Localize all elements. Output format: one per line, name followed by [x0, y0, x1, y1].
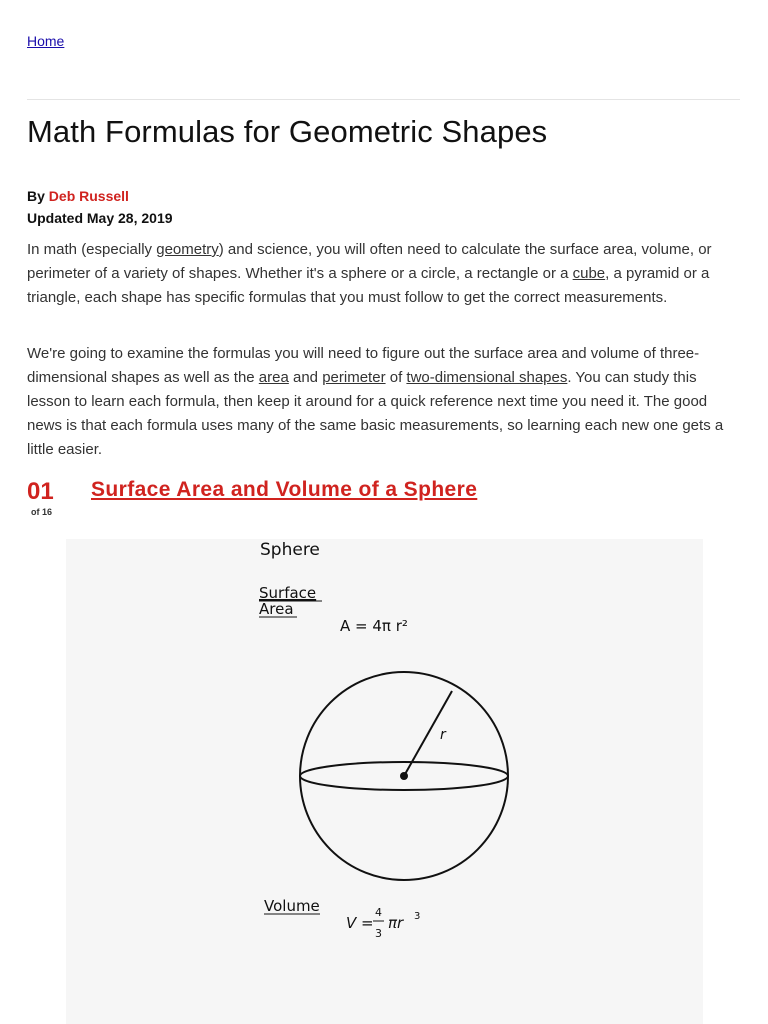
surface-area-label-1: Surface [259, 584, 317, 602]
figure-heading: Sphere [260, 540, 320, 560]
volume-denominator: 3 [375, 927, 382, 940]
radius-label: r [440, 727, 446, 743]
center-dot [400, 772, 408, 780]
text: In math (especially [27, 241, 157, 258]
geometry-link[interactable]: geometry [156, 241, 219, 258]
perimeter-link[interactable]: perimeter [322, 369, 386, 386]
text: . You can study this lesson to learn each formula, then keep it around for a quick reference next time you need it. The good news is that each formula uses many of the same basic measurements, so learning each new one gets a little easier. [27, 369, 724, 458]
text: and [288, 369, 323, 386]
text: of [385, 369, 407, 386]
divider [27, 99, 740, 100]
intro-paragraph-1 [27, 238, 739, 310]
page-title: Math Formulas for Geometric Shapes [27, 114, 548, 149]
step-title-link[interactable]: Surface Area and Volume of a Sphere [91, 478, 478, 501]
text: , a pyramid or a triangle, each shape has specific formulas that you must follow to get the correct measurements. [27, 265, 710, 306]
text: We're going to examine the formulas you will need to figure out the surface area and volume of three-dimensional shapes as well as the [27, 345, 700, 386]
volume-label: Volume [264, 897, 320, 915]
sphere-diagram [66, 539, 703, 1024]
cube-link[interactable]: cube [572, 265, 606, 282]
step-count: of 16 [31, 507, 53, 517]
volume-v: V = [346, 914, 374, 932]
volume-rest: πr [388, 914, 404, 932]
updated-date: Updated May 28, 2019 [27, 210, 173, 226]
breadcrumb-home-link[interactable]: Home [27, 33, 65, 49]
text: ) and science, you will often need to calculate the surface area, volume, or perimeter of a variety of shapes. Whether it's a sphere or a circle, a rectangle or a [27, 241, 712, 282]
area-formula: A = 4π r² [340, 617, 408, 635]
byline [27, 188, 129, 204]
step-number: 01 [27, 478, 54, 505]
volume-numerator: 4 [375, 906, 382, 919]
volume-exponent: 3 [414, 911, 421, 922]
surface-area-label-2: Area [259, 600, 294, 618]
intro-paragraph-2 [27, 342, 739, 462]
byline-label: By [27, 188, 49, 204]
breadcrumb [27, 33, 64, 49]
sphere-figure [66, 539, 703, 1024]
author-link[interactable]: Deb Russell [48, 188, 129, 204]
area-link[interactable]: area [258, 369, 289, 386]
two-dimensional-shapes-link[interactable]: two-dimensional shapes [406, 369, 568, 386]
